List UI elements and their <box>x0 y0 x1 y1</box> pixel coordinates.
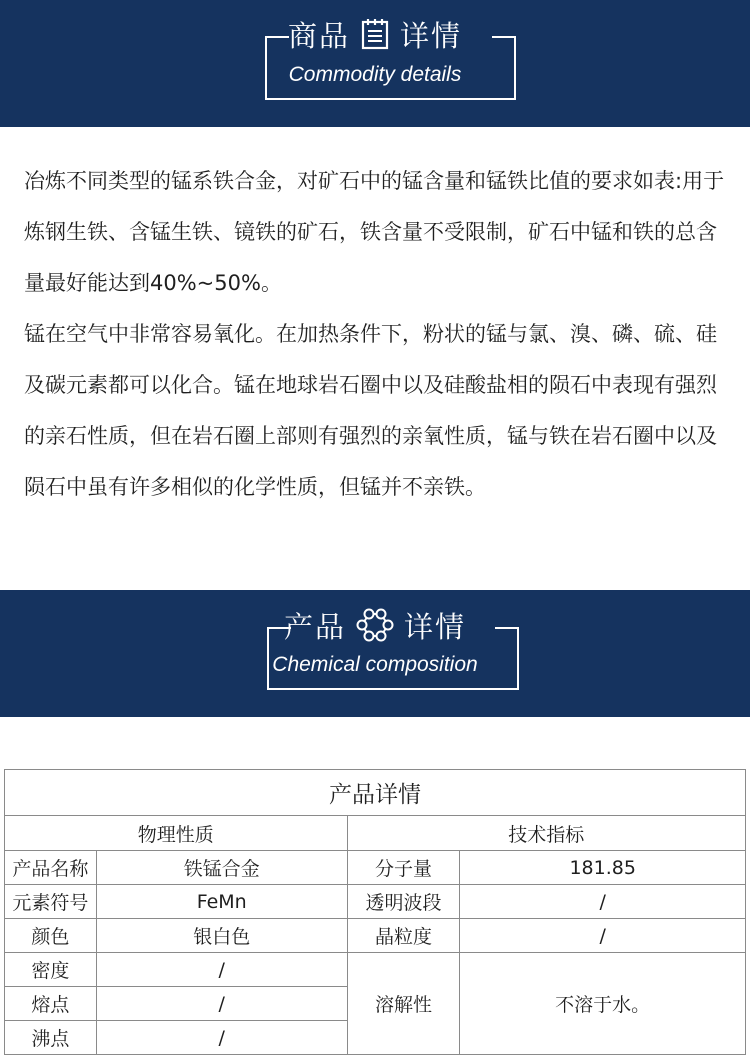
row-value: / <box>96 1021 347 1055</box>
banner-title-left: 产品 <box>283 610 346 644</box>
row-label: 分子量 <box>347 851 460 885</box>
row-label: 密度 <box>5 953 97 987</box>
notepad-icon <box>360 18 390 58</box>
row-value: / <box>96 953 347 987</box>
row-value: / <box>96 987 347 1021</box>
row-value: 铁锰合金 <box>96 851 347 885</box>
row-label: 沸点 <box>5 1021 97 1055</box>
chemical-composition-banner <box>0 590 750 717</box>
row-label: 熔点 <box>5 987 97 1021</box>
banner-title-right: 详情 <box>404 610 467 644</box>
banner-title <box>0 608 750 650</box>
table-row <box>5 851 746 885</box>
row-value: 不溶于水。 <box>460 953 746 1055</box>
row-value: FeMn <box>96 885 347 919</box>
row-label: 晶粒度 <box>347 919 460 953</box>
product-details-table <box>4 769 746 1055</box>
commodity-details-banner <box>0 0 750 127</box>
intro-paragraph: 锰在空气中非常容易氧化。在加热条件下，粉状的锰与氯、溴、磷、硫、硅及碳元素都可以化合。锰在地球岩石圈中以及硅酸盐相的陨石中表现有强烈的亲石性质，但在岩石圈上部则有强烈的亲氧性质，锰与铁在岩石圈中以及陨石中虽有许多相似的化学性质，但锰并不亲铁。 <box>24 322 717 499</box>
row-value: / <box>460 885 746 919</box>
row-label: 颜色 <box>5 919 97 953</box>
banner-subtitle: Commodity details <box>288 63 462 86</box>
table-row <box>5 919 746 953</box>
banner-title-left: 商品 <box>287 19 350 53</box>
row-value: / <box>460 919 746 953</box>
row-label: 溶解性 <box>347 953 460 1055</box>
intro-text <box>24 156 736 513</box>
row-label: 透明波段 <box>347 885 460 919</box>
banner-title <box>0 18 750 58</box>
row-label: 产品名称 <box>5 851 97 885</box>
table-title: 产品详情 <box>5 770 746 816</box>
banner-title-right: 详情 <box>400 19 463 53</box>
table-row <box>5 885 746 919</box>
molecule-icon <box>356 608 394 650</box>
row-value: 181.85 <box>460 851 746 885</box>
row-label: 元素符号 <box>5 885 97 919</box>
row-value: 银白色 <box>96 919 347 953</box>
banner-subtitle: Chemical composition <box>272 653 478 676</box>
technical-specs-header: 技术指标 <box>347 816 745 851</box>
intro-paragraph: 冶炼不同类型的锰系铁合金，对矿石中的锰含量和锰铁比值的要求如表:用于炼钢生铁、含锰生铁、镜铁的矿石，铁含量不受限制，矿石中锰和铁的总含量最好能达到40%~50%。 <box>24 169 725 295</box>
table-row <box>5 953 746 987</box>
physical-properties-header: 物理性质 <box>5 816 348 851</box>
